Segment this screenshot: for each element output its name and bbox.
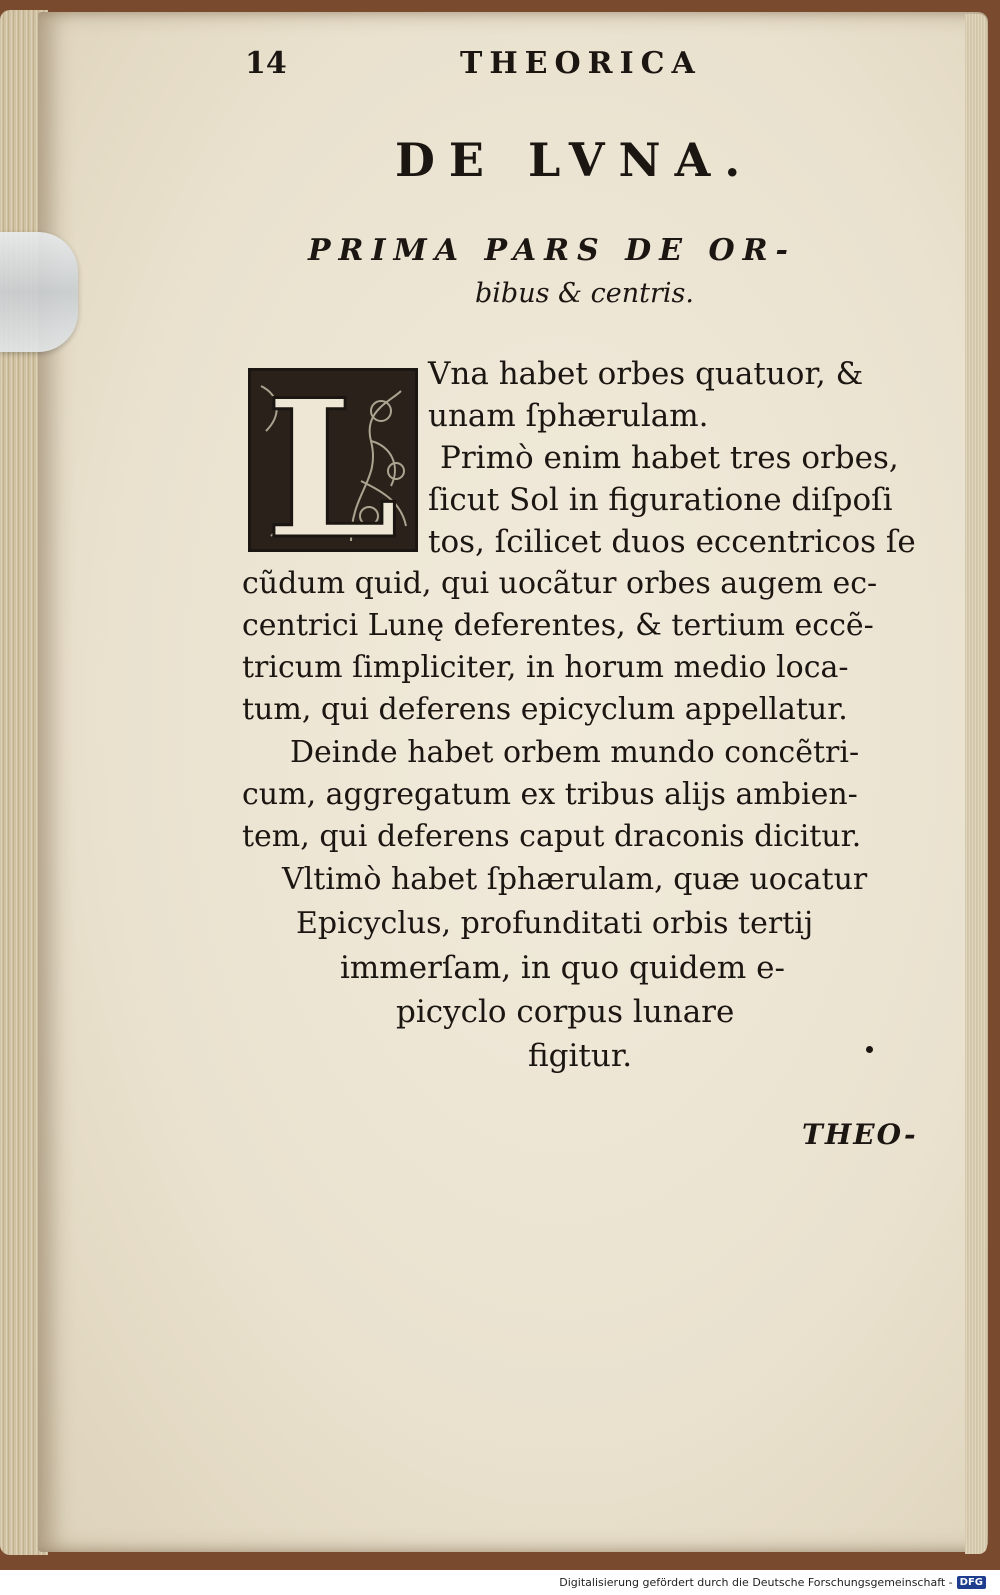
body-line: unam ſphærulam. bbox=[428, 398, 709, 434]
body-line: tem, qui deferens caput draconis dicitur. bbox=[242, 819, 862, 854]
section-heading-line-1: PRIMA PARS DE OR- bbox=[308, 233, 796, 268]
page-number: 14 bbox=[245, 46, 287, 81]
page-edges-right bbox=[965, 14, 987, 1554]
body-line: cũdum quid, qui uocãtur orbes augem ec- bbox=[242, 566, 878, 601]
footer-text: Digitalisierung gefördert durch die Deutsche Forschungsgemeinschaft - bbox=[559, 1576, 953, 1589]
chapter-title: DE LVNA. bbox=[395, 133, 755, 187]
body-line: tum, qui deferens epicyclum appellatur. bbox=[242, 692, 848, 727]
body-line: figitur. bbox=[528, 1038, 633, 1074]
body-line: tricum ſimpliciter, in horum medio loca- bbox=[242, 650, 849, 685]
ink-mark bbox=[866, 1046, 873, 1053]
body-line: Vna habet orbes quatuor, & bbox=[428, 356, 864, 392]
body-line: ſicut Sol in figuratione diſpoſi bbox=[428, 482, 893, 518]
book-clip bbox=[0, 232, 78, 352]
body-line: Deinde habet orbem mundo concẽtri- bbox=[290, 735, 860, 770]
body-line: cum, aggregatum ex tribus alijs ambien- bbox=[242, 777, 858, 812]
body-line: picyclo corpus lunare bbox=[396, 994, 735, 1030]
decorated-initial bbox=[248, 368, 418, 552]
running-head: THEORICA bbox=[460, 46, 702, 81]
section-heading-line-2: bibus & centris. bbox=[475, 278, 694, 309]
initial-letter: L bbox=[265, 371, 399, 549]
dfg-logo-icon[interactable]: DFG bbox=[957, 1576, 986, 1589]
body-line: Primò enim habet tres orbes, bbox=[440, 440, 899, 476]
body-line: Epicyclus, profunditati orbis tertij bbox=[296, 906, 814, 941]
body-line: immerſam, in quo quidem e- bbox=[340, 950, 785, 986]
body-line: Vltimò habet ſphærulam, quæ uocatur bbox=[282, 862, 868, 897]
body-line: tos, ſcilicet duos eccentricos ſe bbox=[428, 524, 916, 560]
ornament-floral-icon bbox=[251, 371, 415, 549]
digitization-footer bbox=[559, 1576, 986, 1589]
body-line: centrici Lunę deferentes, & tertium eccẽ- bbox=[242, 608, 874, 643]
catch-word: THEO- bbox=[802, 1118, 918, 1151]
